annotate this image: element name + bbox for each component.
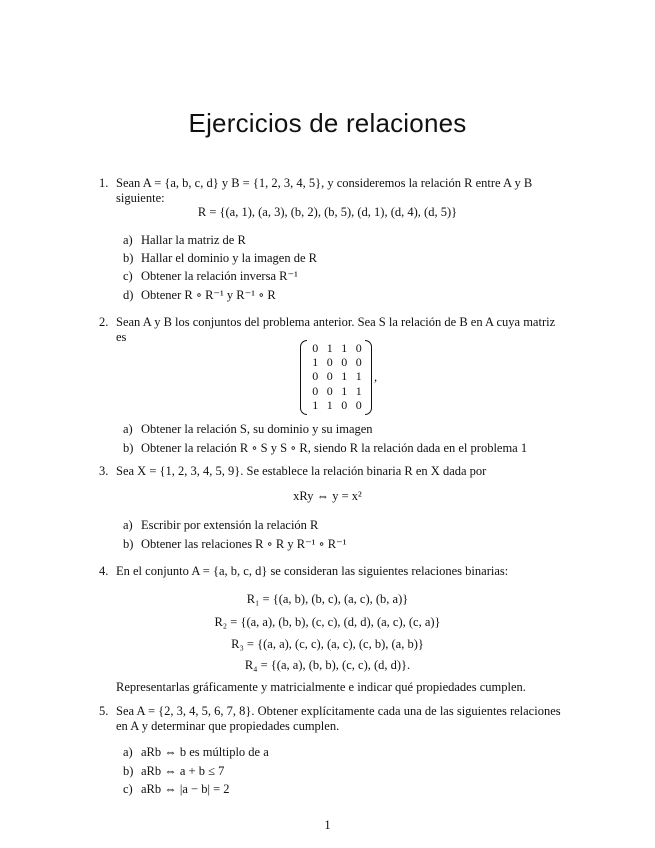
exercise-1-statement-line1: Sean A = {a, b, c, d} y B = {1, 2, 3, 4, 5}, y consideremos la relación R entre A y B [116, 176, 533, 190]
exercise-1-item-text: Obtener R ∘ R⁻¹ y R⁻¹ ∘ R [141, 288, 276, 302]
exercise-5-number: 5. [99, 704, 109, 718]
matrix-cell: 0 [341, 397, 348, 412]
exercise-5-statement-line2: en A y determinar que propiedades cumplen. [116, 719, 340, 733]
relation-matrix [300, 340, 372, 413]
exercise-2-item-label: a) [123, 422, 133, 436]
exercise-4-statement: En el conjunto A = {a, b, c, d} se consideran las siguientes relaciones binarias: [116, 564, 509, 578]
matrix-cell: 0 [355, 341, 362, 355]
matrix-cell: 0 [312, 341, 319, 355]
exercise-1-formula: R = {(a, 1), (a, 3), (b, 2), (b, 5), (d, 1), (d, 4), (d, 5)} [197, 205, 458, 219]
page-number: 1 [324, 818, 331, 832]
exercise-1-number: 1. [99, 176, 109, 190]
exercise-5-item-label: a) [123, 745, 133, 759]
exercise-1-item-label: d) [123, 288, 134, 302]
exercise-2-statement-line1: Sean A y B los conjuntos del problema anterior. Sea S la relación de B en A cuya matriz [116, 315, 556, 329]
exercise-5-item-text: aRb ⇔ b es múltiplo de a [141, 745, 269, 759]
matrix-left-paren [300, 340, 307, 415]
exercise-1-item-text: Hallar la matriz de R [141, 233, 246, 247]
matrix-cell: 0 [312, 369, 319, 384]
matrix-cell: 1 [312, 397, 319, 412]
exercise-3-number: 3. [99, 464, 109, 478]
matrix-right-paren [365, 340, 372, 415]
exercise-2-item-text: Obtener la relación R ∘ S y S ∘ R, siendo R la relación dada en el problema 1 [141, 441, 528, 455]
exercise-1-item-text: Hallar el dominio y la imagen de R [141, 251, 317, 265]
exercise-3-item-text: Escribir por extensión la relación R [141, 518, 319, 532]
exercise-2-item-label: b) [123, 441, 134, 455]
matrix-cell: 0 [355, 355, 362, 370]
matrix-comma: , [374, 370, 378, 384]
matrix-cell: 0 [326, 383, 333, 398]
matrix-cell: 1 [341, 341, 348, 355]
exercise-3-item-label: b) [123, 537, 134, 551]
matrix-cell: 1 [355, 383, 362, 398]
matrix-cell: 1 [341, 369, 348, 384]
exercise-5-item-label: c) [123, 782, 133, 796]
matrix-grid [308, 341, 366, 412]
exercise-4-closing: Representarlas gráficamente y matricialmente e indicar qué propiedades cumplen. [116, 680, 526, 694]
exercise-1-item-label: c) [123, 269, 133, 283]
page-title: Ejercicios de relaciones [188, 108, 467, 138]
exercise-1-item-label: b) [123, 251, 134, 265]
exercise-2-statement-line2: es [116, 330, 127, 344]
exercise-5-statement-line1: Sea A = {2, 3, 4, 5, 6, 7, 8}. Obtener explícitamente cada una de las siguientes relaciones [116, 704, 561, 718]
matrix-cell: 1 [341, 383, 348, 398]
exercise-1-statement-line2: siguiente: [116, 191, 165, 205]
exercise-3-formula: xRy ⇔ y = x² [293, 489, 362, 503]
exercise-4-relation: R₂ = {(a, a), (b, b), (c, c), (d, d), (a, c), (c, a)} [214, 615, 441, 629]
matrix-cell: 1 [355, 369, 362, 384]
matrix-cell: 1 [312, 355, 319, 370]
exercise-2-item-text: Obtener la relación S, su dominio y su imagen [141, 422, 373, 436]
exercise-4-number: 4. [99, 564, 109, 578]
exercise-5-item-text: aRb ⇔ |a − b| = 2 [141, 782, 230, 796]
matrix-cell: 0 [326, 355, 333, 370]
matrix-cell: 0 [312, 383, 319, 398]
exercise-4-relation: R₁ = {(a, b), (b, c), (a, c), (b, a)} [246, 592, 409, 606]
exercise-2-number: 2. [99, 315, 109, 329]
matrix-cell: 0 [341, 355, 348, 370]
exercise-1-item-label: a) [123, 233, 133, 247]
matrix-cell: 0 [355, 397, 362, 412]
matrix-cell: 1 [326, 397, 333, 412]
matrix-cell: 1 [326, 341, 333, 355]
exercise-5-item-label: b) [123, 764, 134, 778]
exercise-1-item-text: Obtener la relación inversa R⁻¹ [141, 269, 298, 283]
exercise-3-statement: Sea X = {1, 2, 3, 4, 5, 9}. Se establece la relación binaria R en X dada por [116, 464, 487, 478]
matrix-cell: 0 [326, 369, 333, 384]
exercise-5-item-text: aRb ⇔ a + b ≤ 7 [141, 764, 225, 778]
exercise-4-relation: R₃ = {(a, a), (c, c), (a, c), (c, b), (a, b)} [231, 637, 424, 651]
exercise-3-item-text: Obtener las relaciones R ∘ R y R⁻¹ ∘ R⁻¹ [141, 537, 347, 551]
exercise-3-item-label: a) [123, 518, 133, 532]
exercise-4-relation: R₄ = {(a, a), (b, b), (c, c), (d, d)}. [244, 658, 411, 672]
